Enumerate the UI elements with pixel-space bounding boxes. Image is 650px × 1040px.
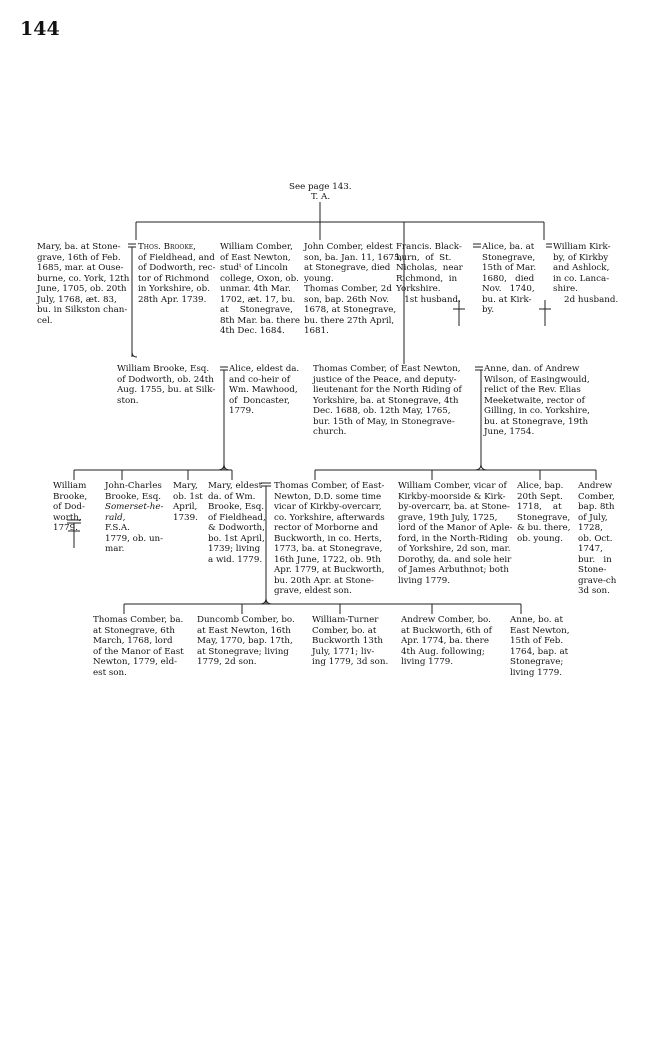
anne-comber-entry: Anne, bo. at East Newton, 15th of Feb. 1764, bap. at Stonegrave; living 1779. xyxy=(510,615,570,678)
andrew-comber-entry: Andrew Comber, bap. 8th of July, 1728, ob. Oct. 1747, bur. in Stone- grave-ch 3d son. xyxy=(578,481,617,596)
andrew-comber-son-entry: Andrew Comber, bo. at Buckworth, 6th of Apr. 1774, ba. there 4th Aug. following; living 1779. xyxy=(401,615,492,667)
john-charles-brooke-details: F.S.A. 1779, ob. un- mar. xyxy=(105,523,164,554)
thos-brooke-name: Thos. Brooke, xyxy=(138,242,196,252)
thomas-comber-east-newton-entry: Thomas Comber, of East Newton, justice of the Peace, and deputy- lieutenant for the North Riding of Yorkshire, ba. at Stonegrave, 4th Dec. 1688, ob. 12th May, 1765, bur. 15th of May, in Stonegrave- church. xyxy=(313,364,462,437)
john-comber-entry: John Comber, eldest son, ba. Jan. 11, 1675, at Stonegrave, died young. Thomas Comber, 2d son, bap. 26th Nov. 1678, at Stonegrave, bu. there 27th April, 1681. xyxy=(304,242,403,336)
william-turner-comber-entry: William-Turner Comber, bo. at Buckworth 13th July, 1771; liv- ing 1779, 3d son. xyxy=(312,615,389,667)
john-charles-brooke-name: John-Charles Brooke, Esq. xyxy=(105,481,162,502)
thomas-comber-son-entry: Thomas Comber, ba. at Stonegrave, 6th March, 1768, lord of the Manor of East Newton, 1779, eld- est son. xyxy=(93,615,184,678)
alice-bap-entry: Alice, bap. 20th Sept. 1718, at Stonegrave, & bu. there, ob. young. xyxy=(517,481,571,544)
alice-mawhood-entry: Alice, eldest da. and co-heir of Wm. Mawhood, of Doncaster, 1779. xyxy=(229,364,300,416)
see-page-reference: See page 143. xyxy=(289,182,352,192)
john-charles-brooke-entry xyxy=(105,481,163,555)
mary-brooke-entry: Mary, ob. 1st April, 1739. xyxy=(173,481,203,523)
thos-brooke-details: of Fieldhead, and of Dodworth, rec- tor of Richmond in Yorkshire, ob. 28th Apr. 1739. xyxy=(138,252,216,305)
duncomb-comber-entry: Duncomb Comber, bo. at East Newton, 16th May, 1770, bap. 17th, at Stonegrave; living 1779, 2d son. xyxy=(197,615,295,667)
mary-stonegrave-entry: Mary, ba. at Stone- grave, 16th of Feb. 1685, mar. at Ouse- burne, co. York, 12th June, 1705, ob. 20th July, 1768, æt. 83, bu. in Silkston chan- cel. xyxy=(37,242,130,326)
alice-stonegrave-entry: Alice, ba. at Stonegrave, 15th of Mar. 1680, died Nov. 1740, bu. at Kirk- by. xyxy=(482,242,537,315)
francis-blackburn-entry: Francis. Black- burn, of St. Nicholas, near Richmond, in Yorkshire. 1st husband. xyxy=(396,242,463,305)
john-charles-brooke-office: Somerset-he- rald, xyxy=(105,502,164,523)
william-kirkby-entry: William Kirk- by, of Kirkby and Ashlock, in co. Lanca- shire. 2d husband. xyxy=(553,242,619,305)
william-comber-entry: William Comber, of East Newton, studᵗ of Lincoln college, Oxon, ob. unmar. 4th Mar. 1702, æt. 17, bu. at Stonegrave, 8th Mar. ba. there 4th Dec. 1684. xyxy=(220,242,300,336)
william-comber-vicar-entry: William Comber, vicar of Kirkby-moorside & Kirk- by-overcarr, ba. at Stone- grave, 19th July, 1725, lord of the Manor of Aple- ford, in the North-Riding of Yorkshire, 2d son, mar. Dorothy, da. and sole heir of James Arbuthnot; both living 1779. xyxy=(398,481,513,586)
mary-eldest-entry: Mary, eldest da. of Wm. Brooke, Esq. of Fieldhead, & Dodworth, bo. 1st April, 1739; living a wid. 1779. xyxy=(208,481,266,565)
william-brooke-esq-entry: William Brooke, Esq. of Dodworth, ob. 24th Aug. 1755, bu. at Silk- ston. xyxy=(117,364,216,406)
page-number: 144 xyxy=(20,18,60,40)
thos-brooke-entry xyxy=(138,242,216,305)
ta-label: T. A. xyxy=(311,192,331,202)
william-brooke-entry: William Brooke, of Dod- worth, 1779. xyxy=(53,481,88,533)
thomas-comber-dd-entry: Thomas Comber, of East- Newton, D.D. some time vicar of Kirkby-overcarr, co. Yorkshire, afterwards rector of Morborne and Buckworth, in co. Herts, 1773, ba. at Stonegrave, 16th June, 1722, ob. 9th Apr. 1779, at Buckworth, bu. 20th Apr. at Stone- grave, eldest son. xyxy=(274,481,385,596)
anne-wilson-entry: Anne, dan. of Andrew Wilson, of Easingwould, relict of the Rev. Elias Meeketwaite, rector of Gilling, in co. Yorkshire, bu. at Stonegrave, 19th June, 1754. xyxy=(484,364,590,437)
